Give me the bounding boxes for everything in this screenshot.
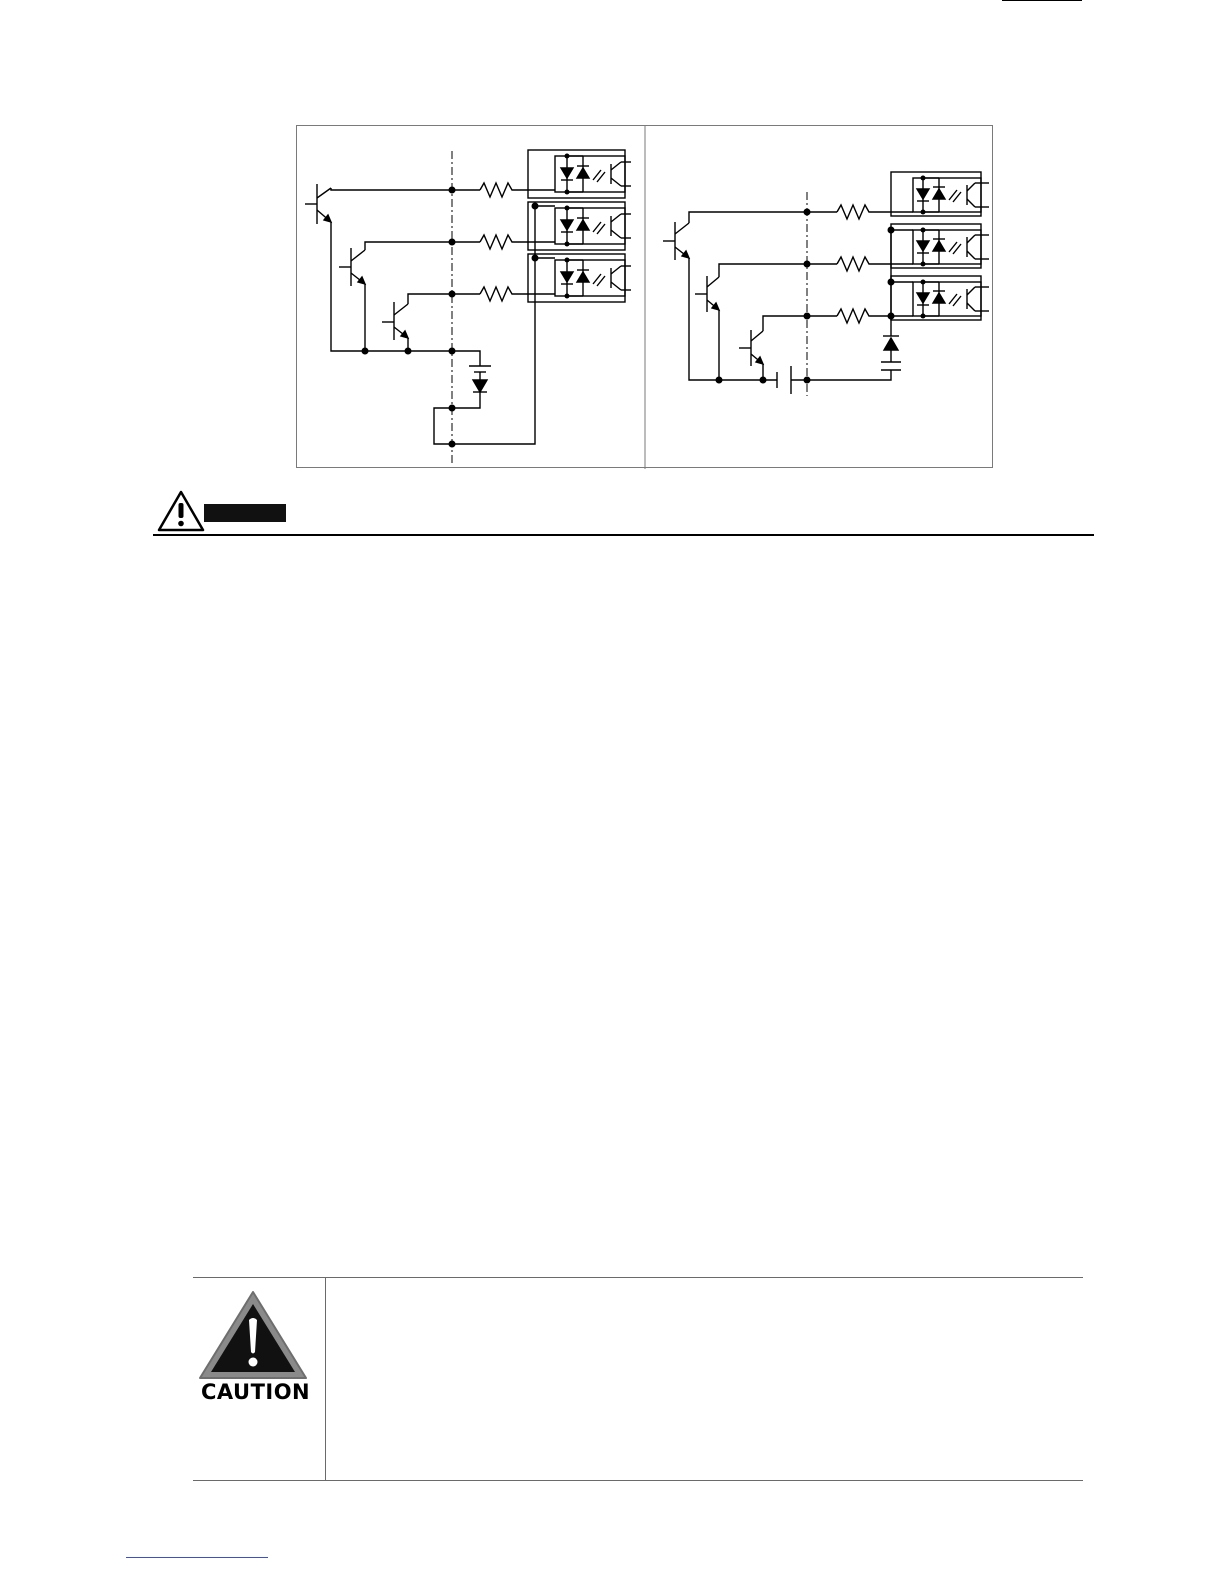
caution-label: CAUTION: [201, 1380, 311, 1404]
warning-triangle-icon: [157, 490, 205, 532]
warning-label: [204, 504, 286, 522]
transistor-3: [382, 302, 408, 340]
header-rule: [1002, 0, 1082, 1]
caution-triangle-icon: [198, 1290, 308, 1380]
transistor-6: [739, 330, 763, 366]
opto-internals-right: [917, 176, 989, 319]
transistor-1: [305, 184, 331, 224]
wiring-diagram-svg: [297, 126, 994, 469]
caution-divider: [325, 1278, 326, 1480]
section-divider: [153, 534, 1094, 536]
transistor-4: [663, 222, 689, 260]
caution-box: [193, 1277, 1083, 1481]
left-circuit: [305, 150, 631, 464]
right-circuit: [663, 172, 989, 396]
transistor-2: [339, 248, 365, 286]
wiring-diagram-figure: [296, 125, 993, 468]
transistor-5: [695, 276, 719, 312]
footer-link-underline[interactable]: [126, 1557, 268, 1558]
opto-internals-left: [561, 154, 631, 299]
